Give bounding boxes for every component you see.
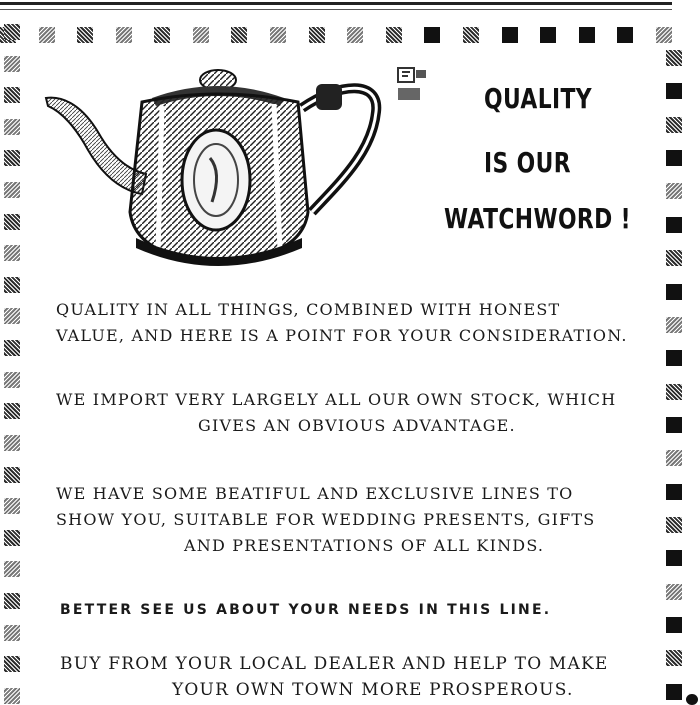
border-ornament-icon	[617, 27, 633, 43]
headline-line-1: QUALITY	[484, 82, 593, 115]
paragraph-3-line-1: WE HAVE SOME BEATIFUL AND EXCLUSIVE LINES TO	[56, 484, 574, 503]
paragraph-2-line-1: WE IMPORT VERY LARGELY ALL OUR OWN STOCK, WHICH	[56, 390, 617, 409]
border-ornament-icon	[666, 517, 682, 533]
border-ornament-icon	[666, 650, 682, 666]
border-ornament-icon	[656, 27, 672, 43]
border-ornament-icon	[540, 27, 556, 43]
border-ornament-icon	[666, 217, 682, 233]
border-ornament-icon	[666, 317, 682, 333]
border-ornament-icon	[4, 56, 20, 72]
paragraph-3-line-2: SHOW YOU, SUITABLE FOR WEDDING PRESENTS, GIFTS	[56, 510, 596, 529]
border-ornament-icon	[666, 183, 682, 199]
border-ornament-icon	[4, 340, 20, 356]
border-ornament-icon	[4, 308, 20, 324]
border-ornament-icon	[4, 593, 20, 609]
border-ornament-icon	[4, 24, 20, 40]
border-ornament-icon	[463, 27, 479, 43]
border-ornament-icon	[666, 83, 682, 99]
border-ornament-icon	[4, 530, 20, 546]
border-ornament-icon	[4, 214, 20, 230]
paragraph-1-line-2: VALUE, AND HERE IS A POINT FOR YOUR CONSIDERATION.	[56, 326, 628, 345]
corner-dot	[686, 694, 698, 705]
border-ornament-icon	[4, 403, 20, 419]
border-ornament-icon	[666, 617, 682, 633]
border-ornament-icon	[666, 117, 682, 133]
border-ornament-icon	[424, 27, 440, 43]
top-rule	[0, 2, 672, 5]
border-ornament-icon	[666, 684, 682, 700]
border-ornament-icon	[4, 87, 20, 103]
headline-line-2: IS OUR	[484, 146, 571, 179]
maker-mark-icon	[394, 64, 430, 104]
paragraph-3-line-3: AND PRESENTATIONS OF ALL KINDS.	[184, 536, 545, 555]
border-ornament-icon	[579, 27, 595, 43]
border-ornament-icon	[270, 27, 286, 43]
border-ornament-icon	[4, 561, 20, 577]
border-ornament-icon	[4, 656, 20, 672]
border-ornament-icon	[4, 245, 20, 261]
border-ornament-icon	[502, 27, 518, 43]
headline-line-3: WATCHWORD !	[444, 202, 631, 235]
border-ornament-icon	[77, 27, 93, 43]
border-ornament-icon	[666, 384, 682, 400]
ornamental-border-right	[666, 50, 688, 700]
border-ornament-icon	[666, 584, 682, 600]
border-ornament-icon	[666, 484, 682, 500]
border-ornament-icon	[4, 688, 20, 704]
border-ornament-icon	[4, 277, 20, 293]
border-ornament-icon	[4, 372, 20, 388]
border-ornament-icon	[193, 27, 209, 43]
border-ornament-icon	[666, 50, 682, 66]
border-ornament-icon	[4, 435, 20, 451]
paragraph-5-line-2: YOUR OWN TOWN MORE PROSPEROUS.	[172, 680, 574, 700]
ornamental-border-top	[0, 24, 672, 46]
paragraph-1-line-1: QUALITY IN ALL THINGS, COMBINED WITH HONEST	[56, 300, 561, 319]
border-ornament-icon	[116, 27, 132, 43]
paragraph-5-line-1: BUY FROM YOUR LOCAL DEALER AND HELP TO MAKE	[60, 654, 609, 674]
border-ornament-icon	[231, 27, 247, 43]
border-ornament-icon	[666, 150, 682, 166]
border-ornament-icon	[666, 250, 682, 266]
border-ornament-icon	[666, 417, 682, 433]
border-ornament-icon	[4, 182, 20, 198]
border-ornament-icon	[4, 119, 20, 135]
top-rule-thin	[0, 9, 672, 10]
border-ornament-icon	[666, 450, 682, 466]
border-ornament-icon	[386, 27, 402, 43]
border-ornament-icon	[347, 27, 363, 43]
border-ornament-icon	[154, 27, 170, 43]
paragraph-2-line-2: GIVES AN OBVIOUS ADVANTAGE.	[198, 416, 516, 435]
border-ornament-icon	[4, 150, 20, 166]
border-ornament-icon	[4, 498, 20, 514]
border-ornament-icon	[39, 27, 55, 43]
border-ornament-icon	[4, 625, 20, 641]
border-ornament-icon	[4, 467, 20, 483]
border-ornament-icon	[666, 284, 682, 300]
border-ornament-icon	[666, 550, 682, 566]
border-ornament-icon	[309, 27, 325, 43]
teapot-illustration	[40, 62, 390, 272]
paragraph-4-line-1: BETTER SEE US ABOUT YOUR NEEDS IN THIS LINE.	[60, 602, 552, 618]
ornamental-border-left	[4, 24, 22, 704]
border-ornament-icon	[666, 350, 682, 366]
